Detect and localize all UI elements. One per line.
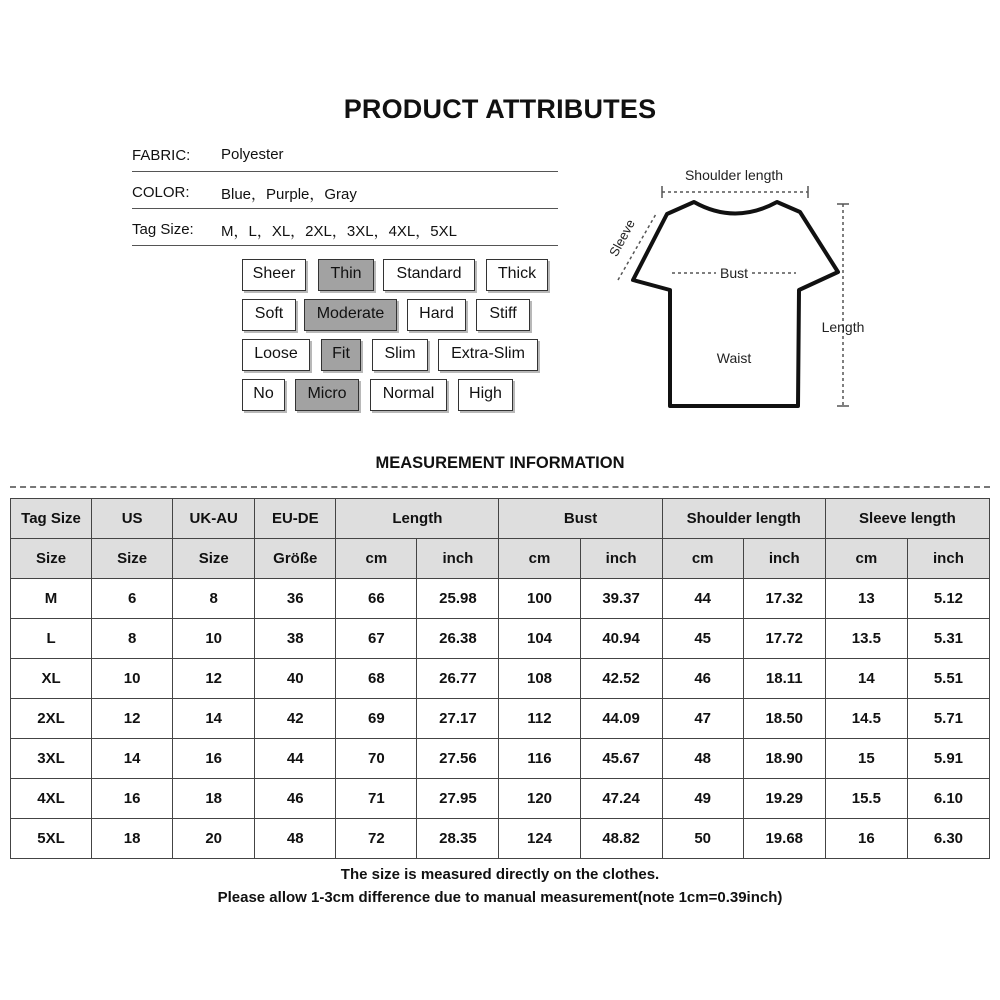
table-cell: 40.94 (580, 619, 662, 659)
table-cell: 28.35 (417, 819, 499, 859)
table-cell: 17.32 (743, 579, 825, 619)
table-cell: 46 (255, 779, 336, 819)
table-cell: 67 (336, 619, 417, 659)
table-cell: 40 (255, 659, 336, 699)
chip-sheer: Sheer (242, 259, 306, 291)
table-cell: 13.5 (825, 619, 907, 659)
table-cell: 38 (255, 619, 336, 659)
header-uk-au: UK-AU (173, 499, 255, 539)
header-eu-de: EU-DE (255, 499, 336, 539)
header-sleeve-length: Sleeve length (825, 499, 989, 539)
table-cell: 46 (662, 659, 743, 699)
table-cell: 14.5 (825, 699, 907, 739)
chip-slim: Slim (372, 339, 428, 371)
label-length: Length (821, 319, 865, 335)
table-cell: 2XL (11, 699, 92, 739)
table-cell: 36 (255, 579, 336, 619)
chip-extra-slim: Extra-Slim (438, 339, 538, 371)
table-cell: 8 (92, 619, 173, 659)
table-row (11, 739, 990, 779)
subheader-cell: cm (336, 539, 417, 579)
measurement-title: MEASUREMENT INFORMATION (375, 454, 625, 472)
subheader-cell: cm (662, 539, 743, 579)
subheader-cell: Größe (255, 539, 336, 579)
table-cell: 44 (255, 739, 336, 779)
subheader-cell: inch (907, 539, 989, 579)
table-cell: 44.09 (580, 699, 662, 739)
table-cell: 5.51 (907, 659, 989, 699)
table-cell: 6.30 (907, 819, 989, 859)
table-cell: 47 (662, 699, 743, 739)
table-cell: 19.29 (743, 779, 825, 819)
chip-stiff: Stiff (476, 299, 530, 331)
table-cell: 6 (92, 579, 173, 619)
table-cell: 15 (825, 739, 907, 779)
table-row (11, 779, 990, 819)
table-cell: 10 (173, 619, 255, 659)
tshirt-outline (633, 202, 838, 406)
attr-label: COLOR: (132, 184, 190, 201)
subheader-cell: Size (11, 539, 92, 579)
table-cell: 39.37 (580, 579, 662, 619)
attr-value: Blue，Purple，Gray (221, 186, 357, 203)
table-cell: 16 (92, 779, 173, 819)
table-cell: 5.91 (907, 739, 989, 779)
table-cell: 18.90 (743, 739, 825, 779)
subheader-cell: inch (417, 539, 499, 579)
chip-thick: Thick (486, 259, 548, 291)
attr-label: FABRIC: (132, 147, 191, 164)
attr-value: M，L，XL，2XL，3XL，4XL，5XL (221, 223, 457, 240)
table-row (11, 819, 990, 859)
chip-micro: Micro (295, 379, 359, 411)
header-row-2 (11, 539, 990, 579)
chip-standard: Standard (383, 259, 475, 291)
table-cell: 4XL (11, 779, 92, 819)
table-cell: 108 (499, 659, 580, 699)
attr-row-tag-size (132, 216, 558, 246)
table-body (11, 579, 990, 859)
chip-moderate: Moderate (304, 299, 397, 331)
table-cell: 14 (173, 699, 255, 739)
attr-row-fabric (132, 142, 558, 172)
table-cell: 26.38 (417, 619, 499, 659)
table-row (11, 699, 990, 739)
table-cell: 8 (173, 579, 255, 619)
chip-high: High (458, 379, 513, 411)
table-cell: 42.52 (580, 659, 662, 699)
table-row (11, 619, 990, 659)
header-us: US (92, 499, 173, 539)
table-cell: M (11, 579, 92, 619)
table-cell: XL (11, 659, 92, 699)
table-cell: 16 (173, 739, 255, 779)
table-cell: 100 (499, 579, 580, 619)
table-cell: 14 (92, 739, 173, 779)
table-cell: 15.5 (825, 779, 907, 819)
subheader-cell: cm (825, 539, 907, 579)
header-shoulder-length: Shoulder length (662, 499, 825, 539)
table-cell: 45 (662, 619, 743, 659)
chip-no: No (242, 379, 285, 411)
table-cell: L (11, 619, 92, 659)
table-cell: 18.11 (743, 659, 825, 699)
header-tag-size: Tag Size (11, 499, 92, 539)
header-length: Length (336, 499, 499, 539)
table-cell: 45.67 (580, 739, 662, 779)
table-row (11, 659, 990, 699)
table-cell: 66 (336, 579, 417, 619)
table-cell: 27.17 (417, 699, 499, 739)
table-cell: 5.31 (907, 619, 989, 659)
table-row (11, 579, 990, 619)
table-cell: 5.12 (907, 579, 989, 619)
header-bust: Bust (499, 499, 662, 539)
table-cell: 10 (92, 659, 173, 699)
attr-row-color (132, 179, 558, 209)
table-cell: 6.10 (907, 779, 989, 819)
table-cell: 104 (499, 619, 580, 659)
table-cell: 44 (662, 579, 743, 619)
table-cell: 27.95 (417, 779, 499, 819)
chip-thin: Thin (318, 259, 374, 291)
section-divider (10, 486, 990, 488)
table-cell: 12 (92, 699, 173, 739)
table-cell: 68 (336, 659, 417, 699)
table-cell: 19.68 (743, 819, 825, 859)
table-cell: 13 (825, 579, 907, 619)
table-cell: 47.24 (580, 779, 662, 819)
table-cell: 26.77 (417, 659, 499, 699)
table-cell: 116 (499, 739, 580, 779)
footer-note-2: Please allow 1-3cm difference due to manual measurement(note 1cm=0.39inch) (217, 889, 783, 906)
table-cell: 20 (173, 819, 255, 859)
table-cell: 5.71 (907, 699, 989, 739)
subheader-cell: inch (580, 539, 662, 579)
chip-normal: Normal (370, 379, 447, 411)
tshirt-diagram (596, 160, 896, 420)
table-cell: 49 (662, 779, 743, 819)
table-cell: 120 (499, 779, 580, 819)
size-table (10, 498, 990, 859)
table-cell: 48.82 (580, 819, 662, 859)
table-cell: 72 (336, 819, 417, 859)
subheader-cell: Size (92, 539, 173, 579)
subheader-cell: inch (743, 539, 825, 579)
table-cell: 48 (255, 819, 336, 859)
table-cell: 18.50 (743, 699, 825, 739)
table-cell: 18 (92, 819, 173, 859)
footer-note-1: The size is measured directly on the clothes. (340, 866, 660, 883)
table-cell: 71 (336, 779, 417, 819)
label-bust: Bust (719, 265, 749, 281)
table-cell: 16 (825, 819, 907, 859)
page-title: PRODUCT ATTRIBUTES (343, 94, 657, 124)
label-shoulder-length: Shoulder length (684, 167, 784, 183)
table-cell: 18 (173, 779, 255, 819)
table-cell: 112 (499, 699, 580, 739)
table-cell: 70 (336, 739, 417, 779)
table-cell: 12 (173, 659, 255, 699)
table-cell: 25.98 (417, 579, 499, 619)
subheader-cell: Size (173, 539, 255, 579)
chip-soft: Soft (242, 299, 296, 331)
table-header (11, 499, 990, 579)
subheader-cell: cm (499, 539, 580, 579)
label-waist: Waist (716, 350, 752, 366)
table-cell: 50 (662, 819, 743, 859)
chip-loose: Loose (242, 339, 310, 371)
attr-value: Polyester (221, 146, 284, 163)
table-cell: 27.56 (417, 739, 499, 779)
label-sleeve: Sleeve (606, 216, 638, 259)
header-row-1 (11, 499, 990, 539)
table-cell: 69 (336, 699, 417, 739)
table-cell: 3XL (11, 739, 92, 779)
table-cell: 5XL (11, 819, 92, 859)
attr-label: Tag Size: (132, 221, 194, 238)
table-cell: 42 (255, 699, 336, 739)
table-cell: 14 (825, 659, 907, 699)
chip-fit: Fit (321, 339, 361, 371)
chip-hard: Hard (407, 299, 466, 331)
table-cell: 124 (499, 819, 580, 859)
table-cell: 17.72 (743, 619, 825, 659)
table-cell: 48 (662, 739, 743, 779)
